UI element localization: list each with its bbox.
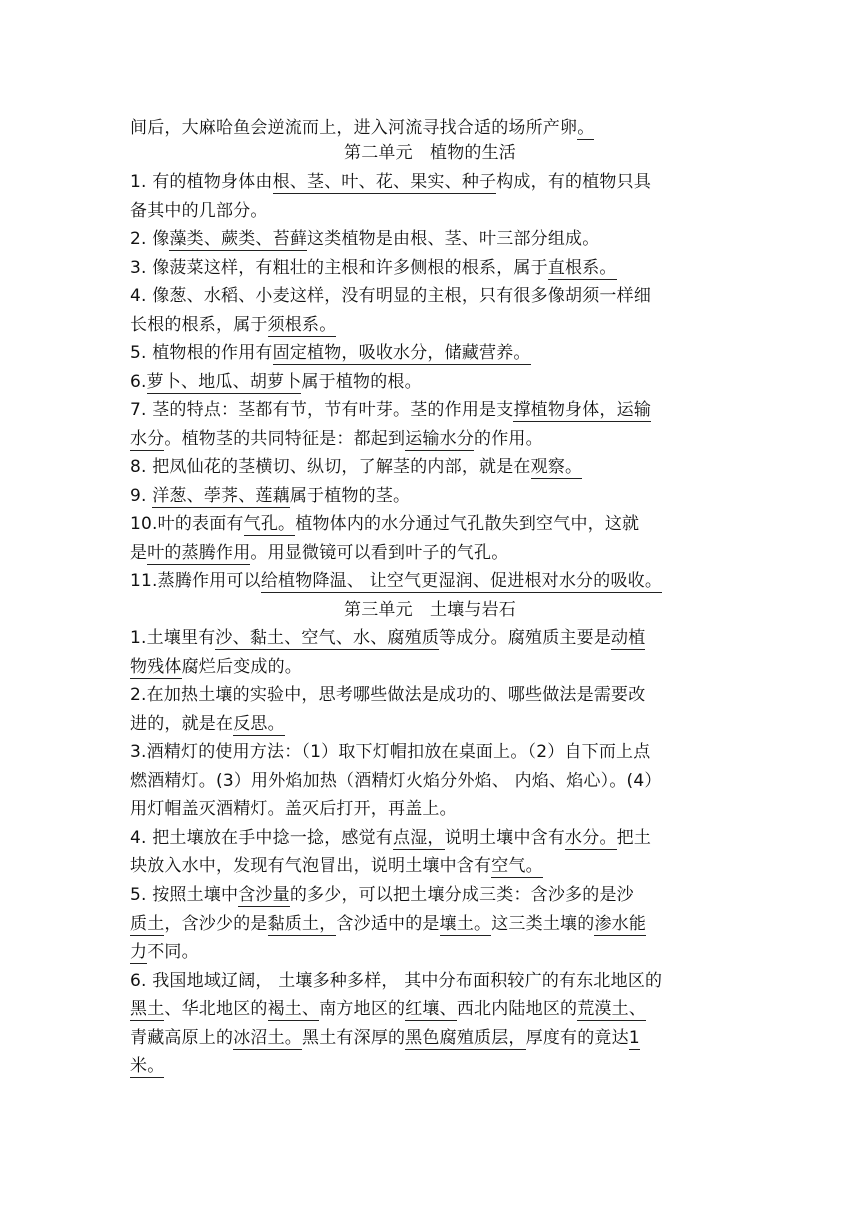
underlined-answer: 力	[130, 942, 148, 962]
text-segment: ，含沙少的是	[164, 914, 268, 934]
text-line	[130, 737, 740, 767]
text-line	[130, 481, 740, 511]
text-segment: 备其中的几部分。	[130, 201, 268, 221]
underlined-answer: 根、茎、叶、花、果实、种子	[272, 172, 497, 192]
text-line	[130, 395, 740, 425]
text-segment: 含沙适中的是	[336, 914, 440, 934]
underlined-answer: 直根系。	[547, 258, 617, 278]
text-line	[130, 566, 740, 596]
text-segment: 1. 有的植物身体由	[130, 172, 273, 192]
underlined-answer: 固定植物，吸收水分，储藏营养。	[272, 343, 531, 363]
underlined-answer: 沙、黏土、空气、水、腐殖质	[215, 628, 440, 648]
text-line	[130, 680, 740, 710]
section-heading	[0, 595, 860, 625]
text-segment: 把土	[616, 828, 652, 848]
text-segment: 。植物茎的共同特征是：都起到	[164, 429, 406, 449]
underlined-answer: 藻类、蕨类、苔藓	[169, 229, 308, 249]
underlined-answer: 萝卜、地瓜、胡萝卜	[146, 372, 302, 392]
text-segment: 2. 像	[130, 229, 170, 249]
text-segment: 第二单元 植物的生活	[344, 143, 516, 163]
underlined-answer: 洋葱、荸荠、莲藕	[152, 486, 290, 506]
text-line	[130, 310, 740, 340]
text-line	[130, 452, 740, 482]
text-line	[130, 966, 740, 996]
text-segment: 进的，就是在	[130, 714, 234, 734]
text-segment: 西北内陆地区的	[456, 999, 578, 1019]
underlined-answer: 观察。	[530, 457, 583, 477]
text-line	[130, 167, 740, 197]
underlined-answer: 空气。	[491, 856, 543, 876]
text-segment: 、华北地区的	[164, 999, 268, 1019]
text-line	[130, 1051, 740, 1081]
text-segment: 的作用。	[474, 429, 543, 449]
underlined-answer: 壤土。	[439, 914, 492, 934]
text-segment: 用灯帽盖灭酒精灯。盖灭后打开，再盖上。	[130, 799, 457, 819]
underlined-answer: 质土	[130, 914, 165, 934]
text-line	[130, 909, 740, 939]
underlined-answer: 渗水能	[594, 914, 647, 934]
text-line	[130, 367, 740, 397]
text-segment: 是	[130, 543, 148, 563]
text-line	[130, 224, 740, 254]
text-segment: 3. 像菠菜这样，有粗壮的主根和许多侧根的根系，属于	[130, 258, 548, 278]
text-line	[130, 253, 740, 283]
text-line	[130, 1023, 740, 1053]
text-segment: 的多少，可以把土壤分成三类：含沙多的是沙	[289, 885, 634, 905]
text-segment: 间后，大麻哈鱼会逆流而上，进入河流寻找合适的场所产卵	[130, 118, 578, 138]
text-line	[130, 851, 740, 881]
text-line	[130, 766, 740, 796]
text-line	[130, 196, 740, 226]
underlined-answer: 须根系。	[267, 315, 337, 335]
underlined-answer: 叶的蒸腾作用	[147, 543, 251, 563]
text-segment: 说明土壤中含有	[444, 828, 566, 848]
underlined-answer: 运输水分	[405, 429, 475, 449]
underlined-answer: 水分。	[565, 828, 617, 848]
text-segment: 7. 茎的特点：茎都有节，节有叶芽。茎的作用是支	[130, 400, 514, 420]
text-segment: 9.	[130, 486, 153, 506]
text-segment: 这三类土壤的	[491, 914, 595, 934]
underlined-answer: 动植	[611, 628, 646, 648]
text-segment: 属于植物的茎。	[289, 486, 411, 506]
text-line	[130, 794, 740, 824]
text-line	[130, 823, 740, 853]
text-segment: 8. 把凤仙花的茎横切、纵切，了解茎的内部，就是在	[130, 457, 531, 477]
text-segment: 腐烂后变成的。	[181, 657, 303, 677]
underlined-answer: 黑色腐殖质层，	[405, 1028, 526, 1048]
text-segment: 11.蒸腾作用可以	[130, 571, 261, 591]
text-segment: 这类植物是由根、茎、叶三部分组成。	[307, 229, 600, 249]
text-segment: 南方地区的	[319, 999, 406, 1019]
underlined-answer: 含沙量	[238, 885, 290, 905]
text-segment: 2.在加热土壤的实验中，思考哪些做法是成功的、哪些做法是需要改	[130, 685, 646, 705]
text-segment: 6. 我国地域辽阔， 土壤多种多样， 其中分布面积较广的有东北地区的	[130, 971, 663, 991]
text-segment: 10.叶的表面有	[130, 514, 244, 534]
text-line	[130, 281, 740, 311]
underlined-answer: 气孔。	[243, 514, 296, 534]
underlined-answer: 黏质土，	[267, 914, 337, 934]
text-segment: 6.	[130, 372, 147, 392]
underlined-answer: 反思。	[233, 714, 285, 734]
text-segment: 不同。	[147, 942, 199, 962]
underlined-answer: 红壤、	[405, 999, 457, 1019]
text-line	[130, 338, 740, 368]
text-segment: 第三单元 土壤与岩石	[344, 600, 516, 620]
text-line	[130, 937, 740, 967]
text-line	[130, 709, 740, 739]
text-segment: 植物体内的水分通过气孔散失到空气中，这就	[295, 514, 640, 534]
text-segment: 青藏高原上的	[130, 1028, 234, 1048]
text-segment: 块放入水中，发现有气泡冒出，说明土壤中含有	[130, 856, 492, 876]
text-segment: 。用显微镜可以看到叶子的气孔。	[250, 543, 509, 563]
text-line	[130, 652, 740, 682]
text-segment: 1.土壤里有	[130, 628, 216, 648]
underlined-answer: 冰沼土。	[233, 1028, 303, 1048]
text-segment: 等成分。腐殖质主要是	[439, 628, 612, 648]
underlined-answer: 物残体	[130, 657, 182, 677]
text-segment: 3.酒精灯的使用方法：（1）取下灯帽扣放在桌面上。（2）自下而上点	[130, 742, 651, 762]
underlined-answer: 荒漠土、	[577, 999, 647, 1019]
text-line	[130, 623, 740, 653]
text-line	[130, 994, 740, 1024]
text-line	[130, 538, 740, 568]
text-segment: 4. 把土壤放在手中捻一捻，感觉有	[130, 828, 394, 848]
text-segment: 厚度有的竟达	[525, 1028, 629, 1048]
underlined-answer: 水分	[130, 429, 165, 449]
underlined-answer: 米。	[130, 1056, 165, 1076]
text-segment: 5. 按照土壤中	[130, 885, 239, 905]
text-line	[130, 509, 740, 539]
text-segment: 燃酒精灯。(3）用外焰加热（酒精灯火焰分外焰、 内焰、焰心）。(4）	[130, 771, 662, 791]
underlined-answer: 褐土、	[267, 999, 320, 1019]
underlined-answer: 点湿，	[393, 828, 445, 848]
underlined-answer: 。	[577, 118, 595, 138]
text-line	[130, 424, 740, 454]
underlined-answer: 1	[628, 1028, 640, 1048]
section-heading	[0, 138, 860, 168]
underlined-answer: 撑植物身体，运输	[513, 400, 652, 420]
text-segment: 长根的根系，属于	[130, 315, 268, 335]
text-segment: 黑土有深厚的	[302, 1028, 406, 1048]
underlined-answer: 黑土	[130, 999, 165, 1019]
underlined-answer: 给植物降温、 让空气更湿润、促进根对水分的吸收。	[260, 571, 663, 591]
text-line	[130, 880, 740, 910]
text-segment: 5. 植物根的作用有	[130, 343, 273, 363]
text-segment: 属于植物的根。	[301, 372, 422, 392]
text-segment: 4. 像葱、水稻、小麦这样，没有明显的主根，只有很多像胡须一样细	[130, 286, 652, 306]
text-segment: 构成，有的植物只具	[496, 172, 652, 192]
